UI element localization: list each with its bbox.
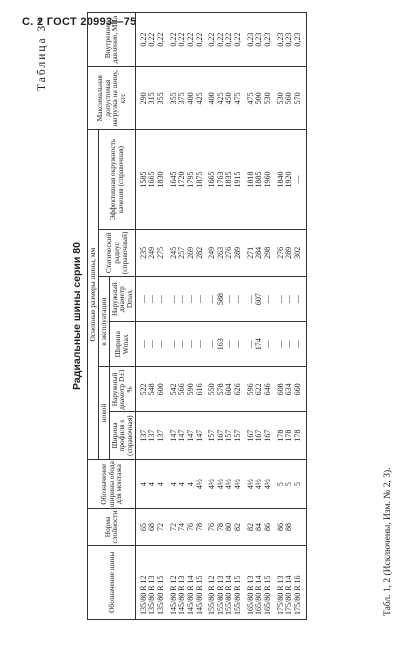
cell-diameter-max: — — — — <box>166 277 205 322</box>
header-main-dimensions: Основные размеры шины, мм <box>88 130 99 459</box>
cell-inflation-pressure: 0,23 0,23 0,23 <box>243 13 273 67</box>
cell-max-load: 355 375 400 425 <box>166 67 205 130</box>
cell-static-radius: 245 257 269 282 <box>166 229 205 276</box>
header-rolling-circumference: Эффективная окружность качения (справочная) <box>98 130 135 229</box>
cell-rim: 4 4 4 <box>135 459 165 509</box>
cell-max-load: 290 315 355 <box>135 67 165 130</box>
cell-static-radius: 271 284 298 <box>243 229 273 276</box>
cell-inflation-pressure: 0,22 0,22 0,22 0,22 <box>166 13 205 67</box>
cell-rolling-circumference: 1665 1763 1835 1915 <box>204 130 243 229</box>
table-row <box>273 13 307 620</box>
header-in-service: в эксплуатации <box>98 277 109 367</box>
cell-rolling-circumference: 1645 1720 1795 1875 <box>166 130 205 229</box>
cell-designation: 135/80 R 12 135/80 R 13 135/80 R 15 <box>135 545 165 619</box>
cell-ply-rating: 65 68 72 <box>135 509 165 545</box>
header-section-width: Ширина профиля s (справочная) <box>109 412 135 459</box>
header-new-tire: новой <box>98 367 109 460</box>
cell-static-radius: 276 289 302 <box>273 229 307 276</box>
cell-section-width: 147 147 147 147 <box>166 412 205 459</box>
cell-ply-rating: 72 74 76 78 <box>166 509 205 545</box>
header-outer-diameter: Наружный диаметр D±1 % <box>109 367 135 412</box>
header-max-load: Максимальная допустимая нагрузка на шину, кгс <box>88 67 136 130</box>
cell-max-load: 530 560 570 <box>273 67 307 130</box>
cell-max-load: 475 500 530 <box>243 67 273 130</box>
cell-section-width: 167 167 167 <box>243 412 273 459</box>
table-row <box>166 13 205 620</box>
cell-section-width: 157 167 157 157 <box>204 412 243 459</box>
cell-designation: 155/80 R 12 155/80 R 13 155/80 R 14 155/80 R 15 <box>204 545 243 619</box>
cell-diameter-max: — 607 — <box>243 277 273 322</box>
page-header: С. 2 ГОСТ 20993—75 <box>22 16 137 28</box>
cell-width-max: — 174 — <box>243 322 273 367</box>
table-label: Таблица 3* <box>36 16 48 91</box>
cell-section-width: 178 178 178 <box>273 412 307 459</box>
cell-diameter-max: — 588 — — <box>204 277 243 322</box>
table-row <box>243 13 273 620</box>
cell-width-max: — — — — <box>166 322 205 367</box>
cell-width-max: — 163 — — <box>204 322 243 367</box>
cell-inflation-pressure: 0,22 0,22 0,22 <box>135 13 165 67</box>
rotated-page-content <box>35 12 404 620</box>
cell-inflation-pressure: 0,23 0,23 0,23 <box>273 13 307 67</box>
cell-diameter-max: — — — <box>135 277 165 322</box>
cell-diameter-max: — — — <box>273 277 307 322</box>
cell-rolling-circumference: 1840 1920 — <box>273 130 307 229</box>
cell-rolling-circumference: 1818 1885 1960 <box>243 130 273 229</box>
cell-designation: 145/80 R 12 145/80 R 13 145/80 R 14 145/80 R 15 <box>166 545 205 619</box>
table-footnote: Табл. 1, 2 (Исключены, Изм. № 2, 3). <box>383 467 393 616</box>
cell-outer-diameter: 608 634 660 <box>273 367 307 412</box>
cell-width-max: — — — <box>135 322 165 367</box>
header-inflation-pressure: Внутреннее давление, МПа <box>88 13 136 67</box>
cell-rim: 4½ 4½ 4½ 4½ <box>204 459 243 509</box>
table-row <box>204 13 243 620</box>
table-title: Радиальные шины серии 80 <box>71 242 83 390</box>
cell-ply-rating: 86 88 <box>273 509 307 545</box>
cell-rolling-circumference: 1585 1665 1830 <box>135 130 165 229</box>
table-row <box>135 13 165 620</box>
cell-ply-rating: 82 84 86 <box>243 509 273 545</box>
cell-rim: 5 5 5 <box>273 459 307 509</box>
header-width-max: Ширина Wmax <box>109 322 135 367</box>
cell-designation: 175/80 R 13 175/80 R 14 175/80 R 16 <box>273 545 307 619</box>
cell-static-radius: 235 249 275 <box>135 229 165 276</box>
header-ply-rating: Норма слойности <box>88 509 136 545</box>
cell-static-radius: 249 263 276 289 <box>204 229 243 276</box>
header-static-radius: Статический радиус (справочный) <box>98 229 135 276</box>
header-rim-width: Обозначение ширины обода для монтажа <box>88 459 136 509</box>
header-designation: Обозначение шины <box>88 545 136 619</box>
cell-section-width: 137 137 137 <box>135 412 165 459</box>
cell-outer-diameter: 550 578 604 626 <box>204 367 243 412</box>
cell-outer-diameter: 542 566 590 616 <box>166 367 205 412</box>
cell-inflation-pressure: 0,22 0,22 0,22 0,22 <box>204 13 243 67</box>
cell-outer-diameter: 522 548 600 <box>135 367 165 412</box>
cell-rim: 4 4 4 4½ <box>166 459 205 509</box>
cell-designation: 165/80 R 13 165/80 R 14 165/80 R 15 <box>243 545 273 619</box>
tire-dimensions-table <box>87 12 307 620</box>
cell-outer-diameter: 596 622 646 <box>243 367 273 412</box>
cell-max-load: 400 425 450 475 <box>204 67 243 130</box>
header-diameter-max: Наружный диаметр Dmax <box>109 277 135 322</box>
cell-width-max: — — — <box>273 322 307 367</box>
cell-rim: 4½ 4½ 4½ <box>243 459 273 509</box>
cell-ply-rating: 76 78 80 82 <box>204 509 243 545</box>
